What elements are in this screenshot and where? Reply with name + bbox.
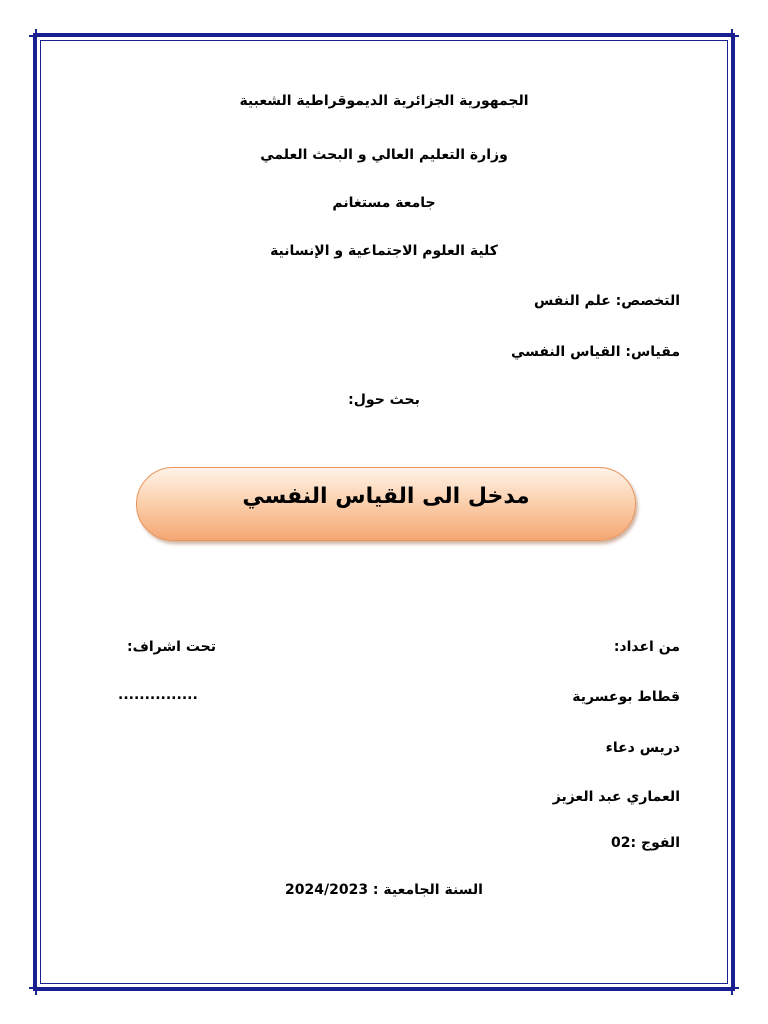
student-name: العماري عبد العزيز [552,789,680,805]
republic-name: الجمهورية الجزائرية الديموقراطية الشعبية [239,93,529,109]
student-name: دريس دعاء [605,740,680,756]
student-name: قطاط بوعسرية [572,689,680,705]
university-name: جامعة مستغانم [332,195,436,211]
supervision-label: تحت اشراف: [127,639,216,655]
module-name: مقياس: القياس النفسي [510,344,680,360]
corner-ornament [725,981,739,995]
academic-year: السنة الجامعية : 2024/2023 [285,882,483,898]
specialty: التخصص: علم النفس [534,293,680,309]
corner-ornament [29,981,43,995]
corner-ornament [725,29,739,43]
ministry-name: وزارة التعليم العالي و البحث العلمي [260,147,508,163]
research-about-label: بحث حول: [348,392,420,408]
prepared-by-label: من اعداد: [613,639,680,655]
supervisor-name: ............... [118,687,198,703]
corner-ornament [29,29,43,43]
research-title: مدخل الى القياس النفسي [242,484,530,509]
group-number: الفوج :02 [611,835,680,851]
faculty-name: كلية العلوم الاجتماعية و الإنسانية [270,243,498,259]
